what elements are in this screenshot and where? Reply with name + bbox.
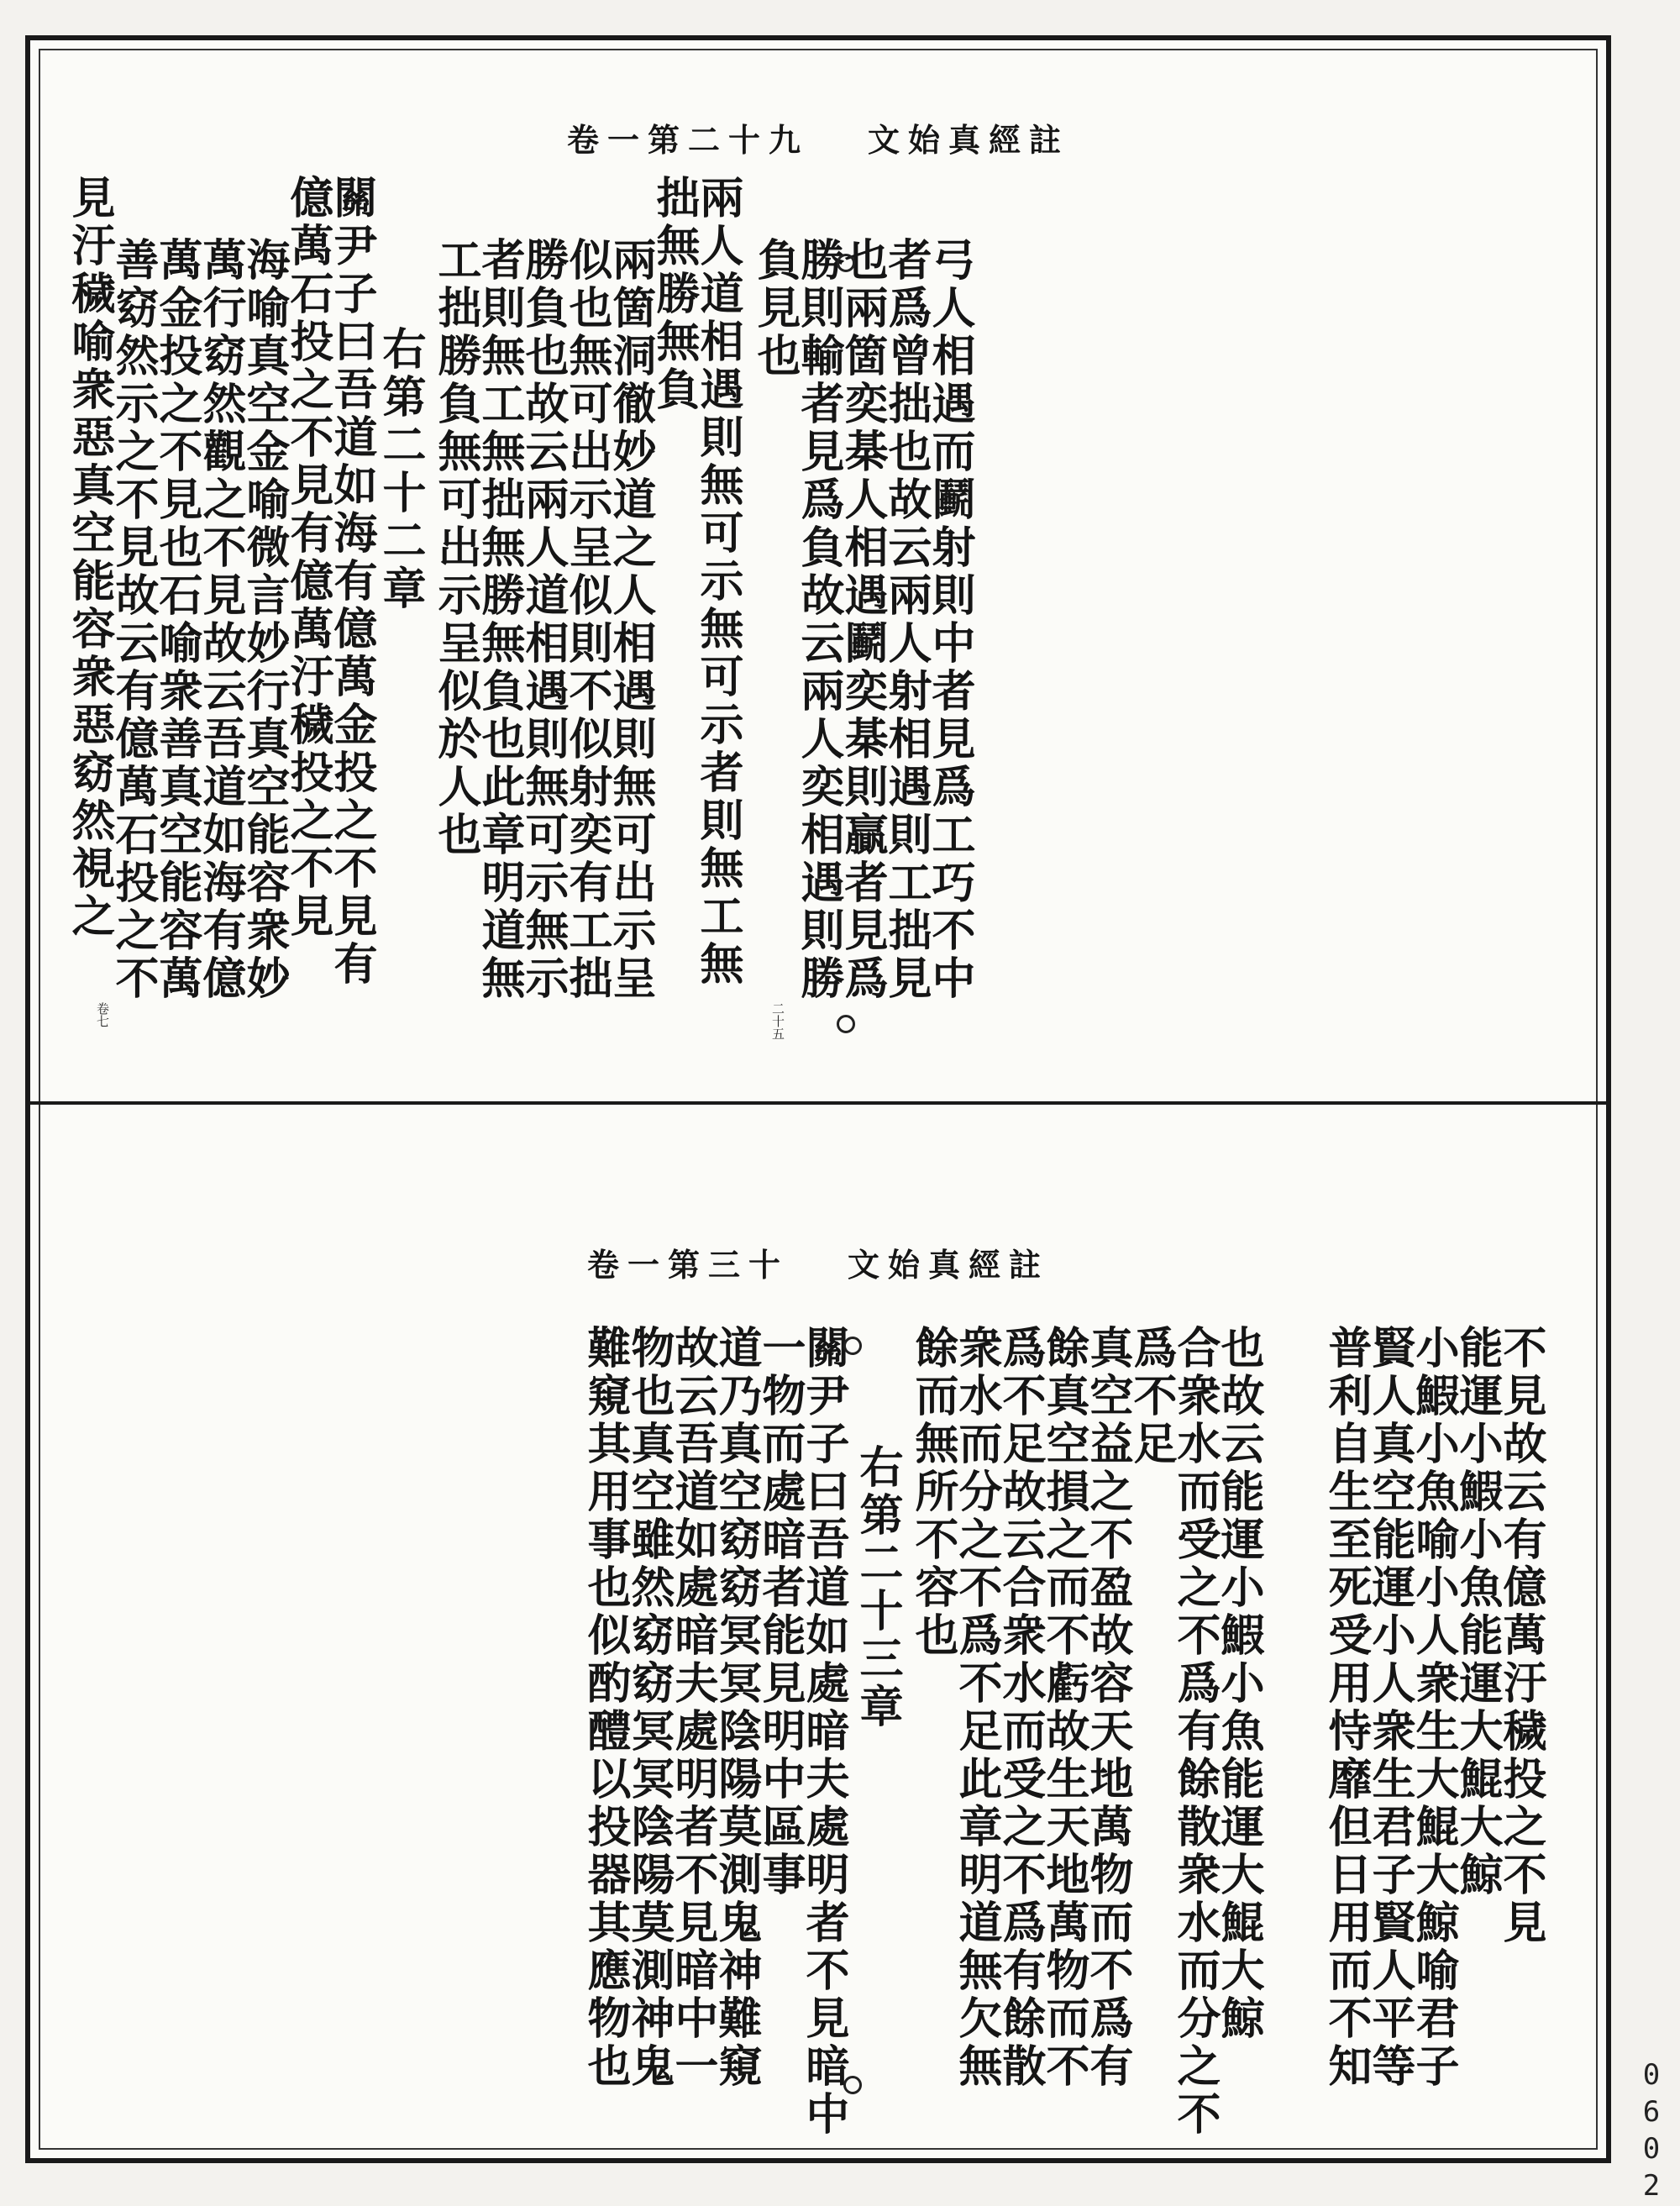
text-column: 餘而無所不容也	[907, 1325, 958, 1660]
page-frame	[25, 35, 1611, 2163]
text-column: 關尹子曰吾道如處暗夫處明者不見暗中	[798, 1325, 849, 2139]
text-column: 不見故云有億萬汙穢投之不見	[1495, 1325, 1546, 1947]
text-column: 能運小鰕小魚能運大鯤大鯨	[1452, 1325, 1503, 1899]
text-column: 真空益之不盈故容天地萬物而不爲有	[1082, 1325, 1133, 2091]
text-column: 物也真空雖然窈窈冥冥陰陽莫測神鬼	[623, 1325, 675, 2091]
folio-number: 二十五	[770, 1002, 785, 1040]
text-column: 弓人相遇而鬬射則中者見爲工巧不中	[924, 237, 975, 1003]
text-column: 海喻真空金喻微言妙行真空能容衆妙	[239, 237, 290, 1003]
text-column: 拙無勝無負	[648, 175, 700, 414]
text-column: 關尹子曰吾道如海有億萬金投之不見有	[326, 175, 377, 989]
text-column: 億萬石投之不見有億萬汙穢投之不見	[282, 175, 333, 941]
bottom-header-title: 文始真經註	[848, 1246, 1050, 1284]
top-header-title: 文始真經註	[868, 121, 1070, 159]
bottom-header-section: 卷一第三十	[586, 1246, 789, 1284]
text-column: 爲不足	[1126, 1325, 1177, 1468]
top-header	[30, 114, 1606, 160]
text-column: 見汙穢喻衆惡真空能容衆惡窈然視之	[64, 175, 115, 941]
circle-mark	[843, 2076, 862, 2094]
chapter-heading: 右第二十三章	[852, 1444, 903, 1731]
fold-mark: 卷七	[95, 1002, 110, 1027]
bottom-panel	[30, 1105, 1606, 2158]
circle-mark	[837, 254, 855, 272]
text-column: 一物而處暗者能見明中區事	[754, 1325, 806, 1899]
text-column: 勝負也故云兩人道相遇則無可示無示	[517, 237, 569, 1003]
text-column: 萬行窈然觀之不見故云吾道如海有億	[195, 237, 246, 1003]
text-column: 難窺其用事也似酌醴以投器其應物也	[580, 1325, 631, 2091]
text-column: 爲不足故云合衆水而受之不爲有餘散	[995, 1325, 1046, 2091]
text-column: 者則無工無拙無勝無負也此章明道無	[474, 237, 525, 1003]
bottom-header	[30, 1239, 1606, 1285]
text-column: 似也無可出示呈似則不似射奕有工拙	[561, 237, 612, 1003]
text-column: 兩人道相遇則無可示無可示者則無工無	[692, 175, 743, 989]
text-column: 衆水而分之不爲不足此章明道無欠無	[951, 1325, 1002, 2091]
chapter-heading: 右第二十二章	[375, 326, 426, 613]
text-column: 也兩箇奕棊人相遇鬬奕棊則贏者見爲	[837, 237, 888, 1003]
top-header-section: 卷一第二十九	[566, 121, 809, 159]
text-column: 者爲曾拙也故云兩人射相遇則工拙見	[880, 237, 932, 1003]
text-column: 勝則輸者見爲負故云兩人奕相遇則勝	[793, 237, 844, 1003]
text-column: 兩箇洞徹妙道之人相遇則無可出示呈	[605, 237, 656, 1003]
text-column: 工拙勝負無可出示呈似於人也	[430, 237, 481, 859]
page-number: 0602	[1635, 2058, 1668, 2206]
text-column: 萬金投之不見也石喻衆善真空能容萬	[151, 237, 202, 1003]
text-column: 善窈然示之不見故云有億萬石投之不	[108, 237, 159, 1003]
text-column: 賢人真空能運小人衆生君子賢人平等	[1364, 1325, 1415, 2091]
circle-mark	[837, 1015, 855, 1033]
circle-mark	[843, 1337, 862, 1355]
text-column: 合衆水而受之不爲有餘散衆水而分之不	[1169, 1325, 1221, 2139]
text-column: 也故云能運小鰕小魚能運大鯤大鯨	[1213, 1325, 1264, 2043]
top-panel	[30, 40, 1606, 1101]
text-column: 普利自生至死受用恃靡但日用而不知	[1320, 1325, 1372, 2091]
text-column: 負見也	[749, 237, 801, 381]
text-column: 道乃真空窈窈冥冥陰陽莫測鬼神難窺	[711, 1325, 762, 2091]
text-column: 餘真空損之而不虧故生天地萬物而不	[1038, 1325, 1089, 2091]
text-column: 故云吾道如處暗夫處明者不見暗中一	[667, 1325, 718, 2091]
text-column: 小鰕小魚喻小人衆生大鯤大鯨喻君子	[1408, 1325, 1459, 2091]
